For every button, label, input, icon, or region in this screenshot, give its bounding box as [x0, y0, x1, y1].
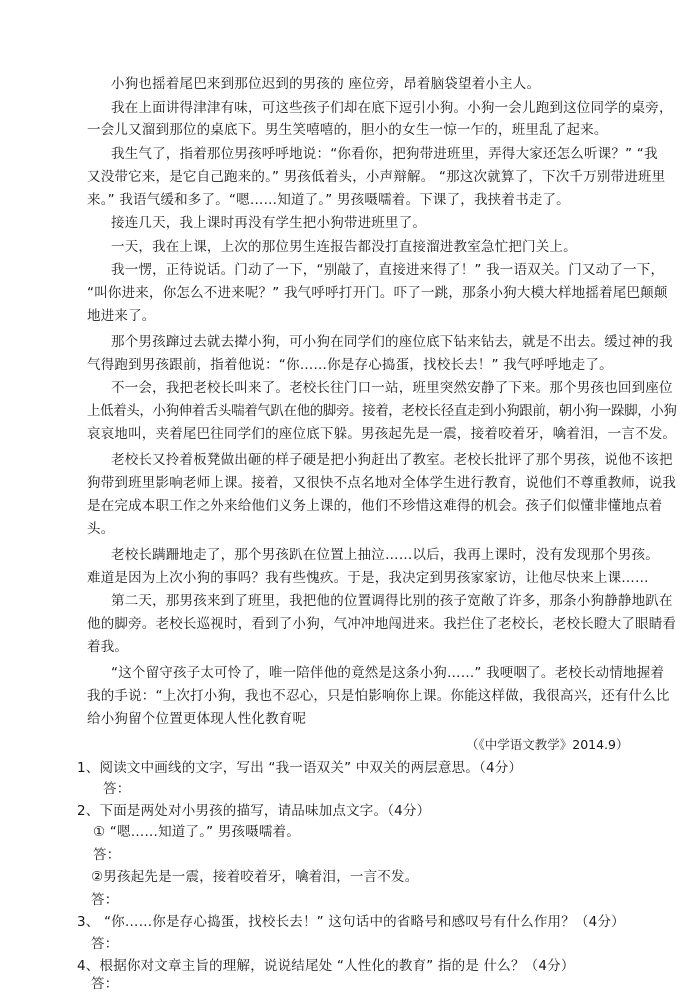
answer-label: 答： [91, 892, 119, 908]
article-line: 一会儿又溜到那位的桌底下。男生笑嘻嘻的，胆小的女生一惊一乍的，班里乱了起来。 [87, 122, 608, 138]
article-line: 我在上面讲得津津有味，可这些孩子们却在底下逗引小狗。小狗一会儿跑到这位同学的桌旁， [111, 100, 673, 116]
article-line: 来。” 我语气缓和多了。“嗯……知道了。” 男孩嗫嚅着。下课了，我挟着书走了。 [87, 192, 570, 208]
article-line: 着我。 [87, 639, 129, 655]
question-2-item-1: ① “嗯……知道了。” 男孩嗫嚅着。 [93, 824, 301, 840]
article-line: 我生气了，指着那位男孩呼呼地说：“你看你，把狗带进班里，弄得大家还怎么听课？” “我 [111, 146, 658, 162]
article-line: 狗带到班里影响老师上课。接着，又很快不点名地对全体学生进行教育，说他们不尊重教师，说我 [87, 475, 677, 491]
article-line: 接连几天，我上课时再没有学生把小狗带进班里了。 [111, 215, 427, 231]
question-4: 4、根据你对文章主旨的理解，说说结尾处 “人性化的教育” 指的是 什么？（4分） [77, 958, 575, 974]
answer-label: 答： [91, 936, 119, 952]
article-line: 老校长又拎着板凳做出砸的样子硬是把小狗赶出了教室。老校长批评了那个男孩，说他不该把 [111, 452, 673, 468]
question-3: 3、 “你……你是存心捣蛋，找校长去！” 这句话中的省略号和感叹号有什么作用？（4分） [77, 914, 625, 930]
article-line: 不一会，我把老校长叫来了。老校长往门口一站，班里突然安静了下来。那个男孩也回到座位 [111, 380, 673, 396]
article-line: 气得跑到男孩跟前，指着他说：“你……你是存心捣蛋，找校长去！” 我气呼呼地走了。 [87, 357, 613, 373]
article-line: 一天，我在上课，上次的那位男生连报告都没打直接溜进教室急忙把门关上。 [111, 239, 577, 255]
answer-label: 答： [91, 976, 119, 992]
article-line: “这个留守孩子太可怜了，唯一陪伴他的竟然是这条小狗……” 我哽咽了。老校长动情地握着 [111, 665, 665, 681]
article-line: 哀哀地叫，夹着尾巴往同学们的座位底下躲。男孩起先是一震，接着咬着牙，噙着泪，一言不发。 [87, 426, 677, 442]
question-2-item-2: ②男孩起先是一震，接着咬着牙，噙着泪，一言不发。 [91, 869, 419, 885]
article-line: 难道是因为上次小狗的事吗？我有些愧疚。于是，我决定到男孩家家访，让他尽快来上课…… [87, 570, 649, 586]
article-line: 地进来了。 [87, 308, 156, 324]
article-line: “叫你进来，你怎么不进来呢？” 我气呼呼打开门。吓了一跳，那条小狗大模大样地摇着尾巴颠颠 [87, 285, 668, 301]
article-line: 头。 [87, 521, 115, 537]
article-line: 给小狗留个位置更体现人性化教育呢 [87, 711, 307, 727]
question-2: 2、下面是两处对小男孩的描写，请品味加点文字。（4分） [77, 803, 431, 819]
answer-label: 答： [93, 847, 121, 863]
article-line: 老校长蹒跚地走了，那个男孩趴在位置上抽泣……以后，我再上课时，没有发现那个男孩。 [111, 547, 659, 563]
article-line: 第二天，那男孩来到了班里，我把他的位置调得比别的孩子宽敞了许多，那条小狗静静地趴在 [111, 593, 673, 609]
article-line: 我的手说：“上次打小狗，我也不忍心，只是怕影响你上课。你能这样做，我很高兴，还有什么比 [87, 688, 670, 704]
article-line: 小狗也摇着尾巴来到那位迟到的男孩的 座位旁，昂着脑袋望着小主人。 [111, 76, 541, 92]
article-line: 上低着头，小狗伸着舌头喘着气趴在他的脚旁。接着，老校长径直走到小狗跟前，朝小狗一跺脚，小狗 [87, 403, 677, 419]
article-line: 是在完成本职工作之外来给他们义务上课的，他们不珍惜这难得的机会。孩子们似懂非懂地点着 [87, 498, 663, 514]
article-line: 那个男孩蹿过去就去撵小狗，可小狗在同学们的座位底下钻来钻去，就是不出去。缓过神的我 [111, 334, 673, 350]
question-1: 1、阅读文中画线的文字，写出 “我一语双关” 中双关的两层意思。（4分） [77, 760, 523, 776]
article-line: 他的脚旁。老校长巡视时，看到了小狗，气冲冲地闯进来。我拦住了老校长，老校长瞪大了眼睛看 [87, 616, 677, 632]
answer-label: 答： [103, 781, 131, 797]
source-citation: （《中学语文教学》2014.9） [466, 737, 629, 752]
article-line: 我一愣，正待说话。门动了一下，“别敲了，直接进来得了！” 我一语双关。门又动了一下， [111, 262, 665, 278]
article-line: 又没带它来，是它自己跑来的。” 男孩低着头，小声辩解。 “那这次就算了，下次千万别带进班里 [87, 169, 666, 185]
